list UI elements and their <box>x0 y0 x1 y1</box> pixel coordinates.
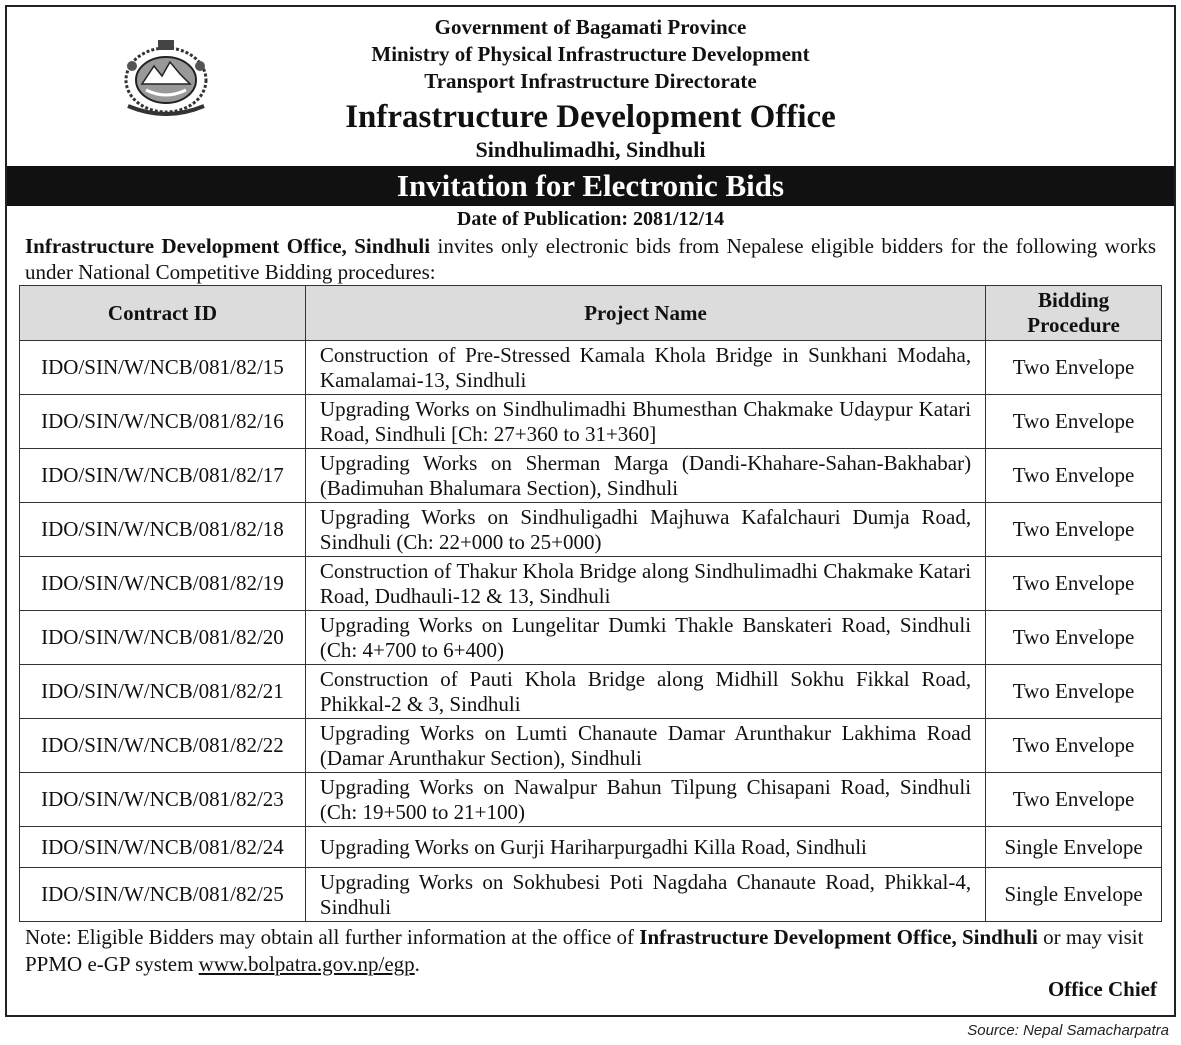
project-name: Upgrading Works on Lungelitar Dumki Thakle Banskateri Road, Sindhuli (Ch: 4+700 to 6+400) <box>305 611 985 665</box>
table-row <box>20 665 1162 719</box>
office-location: Sindhulimadhi, Sindhuli <box>475 137 706 162</box>
table-header-row <box>20 286 1162 341</box>
project-name: Construction of Thakur Khola Bridge along Sindhulimadhi Chakmake Katari Road, Dudhauli-12 & 13, Sindhuli <box>305 557 985 611</box>
contract-id: IDO/SIN/W/NCB/081/82/18 <box>20 503 306 557</box>
contract-id: IDO/SIN/W/NCB/081/82/25 <box>20 868 306 922</box>
source-credit: Source: Nepal Samacharpatra <box>967 1022 1169 1039</box>
intro-paragraph <box>25 233 1156 285</box>
project-name: Upgrading Works on Sherman Marga (Dandi-Khahare-Sahan-Bakhabar) (Badimuhan Bhalumara Section), Sindhuli <box>305 449 985 503</box>
office-title: Infrastructure Development Office <box>345 99 836 135</box>
invitation-banner: Invitation for Electronic Bids <box>7 166 1174 206</box>
table-row <box>20 449 1162 503</box>
egp-link[interactable]: www.bolpatra.gov.np/egp <box>198 952 415 976</box>
contract-id: IDO/SIN/W/NCB/081/82/17 <box>20 449 306 503</box>
table-row <box>20 719 1162 773</box>
contract-id: IDO/SIN/W/NCB/081/82/23 <box>20 773 306 827</box>
bidding-procedure: Two Envelope <box>986 395 1162 449</box>
note-middle: or may visit PPMO e-GP system <box>25 925 1144 976</box>
project-name: Construction of Pauti Khola Bridge along Midhill Sokhu Fikkal Road, Phikkal-2 & 3, Sindhuli <box>305 665 985 719</box>
bidding-procedure: Two Envelope <box>986 503 1162 557</box>
bidding-procedure: Two Envelope <box>986 449 1162 503</box>
table-row <box>20 341 1162 395</box>
note-paragraph <box>25 924 1156 978</box>
project-name: Upgrading Works on Sindhulimadhi Bhumesthan Chakmake Udaypur Katari Road, Sindhuli [Ch: 27+360 to 31+360] <box>305 395 985 449</box>
bidding-procedure: Two Envelope <box>986 719 1162 773</box>
contract-id: IDO/SIN/W/NCB/081/82/22 <box>20 719 306 773</box>
intro-text: invites only electronic bids from Nepalese eligible bidders for the following works under National Competitive Bidding procedures: <box>25 234 1156 284</box>
bidding-procedure: Single Envelope <box>986 868 1162 922</box>
bidding-procedure: Single Envelope <box>986 827 1162 868</box>
project-name: Construction of Pre-Stressed Kamala Khola Bridge in Sunkhani Modaha, Kamalamai-13, Sindhuli <box>305 341 985 395</box>
table-row <box>20 395 1162 449</box>
contract-id: IDO/SIN/W/NCB/081/82/24 <box>20 827 306 868</box>
note-office: Infrastructure Development Office, Sindhuli <box>639 925 1038 949</box>
publication-date: Date of Publication: 2081/12/14 <box>456 208 725 230</box>
header-bidding-procedure: Bidding Procedure <box>986 286 1162 341</box>
ministry-line: Ministry of Physical Infrastructure Development <box>371 42 810 66</box>
table-row <box>20 557 1162 611</box>
table-row <box>20 503 1162 557</box>
office-chief-signature: Office Chief <box>1047 977 1157 1001</box>
government-line: Government of Bagamati Province <box>434 15 747 39</box>
note-suffix: . <box>414 952 420 976</box>
contract-id: IDO/SIN/W/NCB/081/82/16 <box>20 395 306 449</box>
table-row <box>20 773 1162 827</box>
header-contract-id: Contract ID <box>20 286 306 341</box>
project-name: Upgrading Works on Sokhubesi Poti Nagdaha Chanaute Road, Phikkal-4, Sindhuli <box>305 868 985 922</box>
directorate-line: Transport Infrastructure Directorate <box>424 69 757 93</box>
notice-header <box>0 14 1181 163</box>
bidding-procedure: Two Envelope <box>986 341 1162 395</box>
project-name: Upgrading Works on Lumti Chanaute Damar Arunthakur Lakhima Road (Damar Arunthakur Section), Sindhuli <box>305 719 985 773</box>
contract-id: IDO/SIN/W/NCB/081/82/20 <box>20 611 306 665</box>
table-row <box>20 827 1162 868</box>
project-name: Upgrading Works on Sindhuligadhi Majhuwa Kafalchauri Dumja Road, Sindhuli (Ch: 22+000 to 25+000) <box>305 503 985 557</box>
table-row <box>20 868 1162 922</box>
intro-office: Infrastructure Development Office, Sindhuli <box>25 234 431 258</box>
project-name: Upgrading Works on Nawalpur Bahun Tilpung Chisapani Road, Sindhuli (Ch: 19+500 to 21+100) <box>305 773 985 827</box>
note-prefix: Note: Eligible Bidders may obtain all further information at the office of <box>25 925 640 949</box>
bids-table <box>19 285 1162 922</box>
contract-id: IDO/SIN/W/NCB/081/82/15 <box>20 341 306 395</box>
bidding-procedure: Two Envelope <box>986 773 1162 827</box>
contract-id: IDO/SIN/W/NCB/081/82/19 <box>20 557 306 611</box>
contract-id: IDO/SIN/W/NCB/081/82/21 <box>20 665 306 719</box>
table-row <box>20 611 1162 665</box>
bidding-procedure: Two Envelope <box>986 557 1162 611</box>
project-name: Upgrading Works on Gurji Hariharpurgadhi Killa Road, Sindhuli <box>305 827 985 868</box>
header-project-name: Project Name <box>305 286 985 341</box>
bidding-procedure: Two Envelope <box>986 665 1162 719</box>
bidding-procedure: Two Envelope <box>986 611 1162 665</box>
